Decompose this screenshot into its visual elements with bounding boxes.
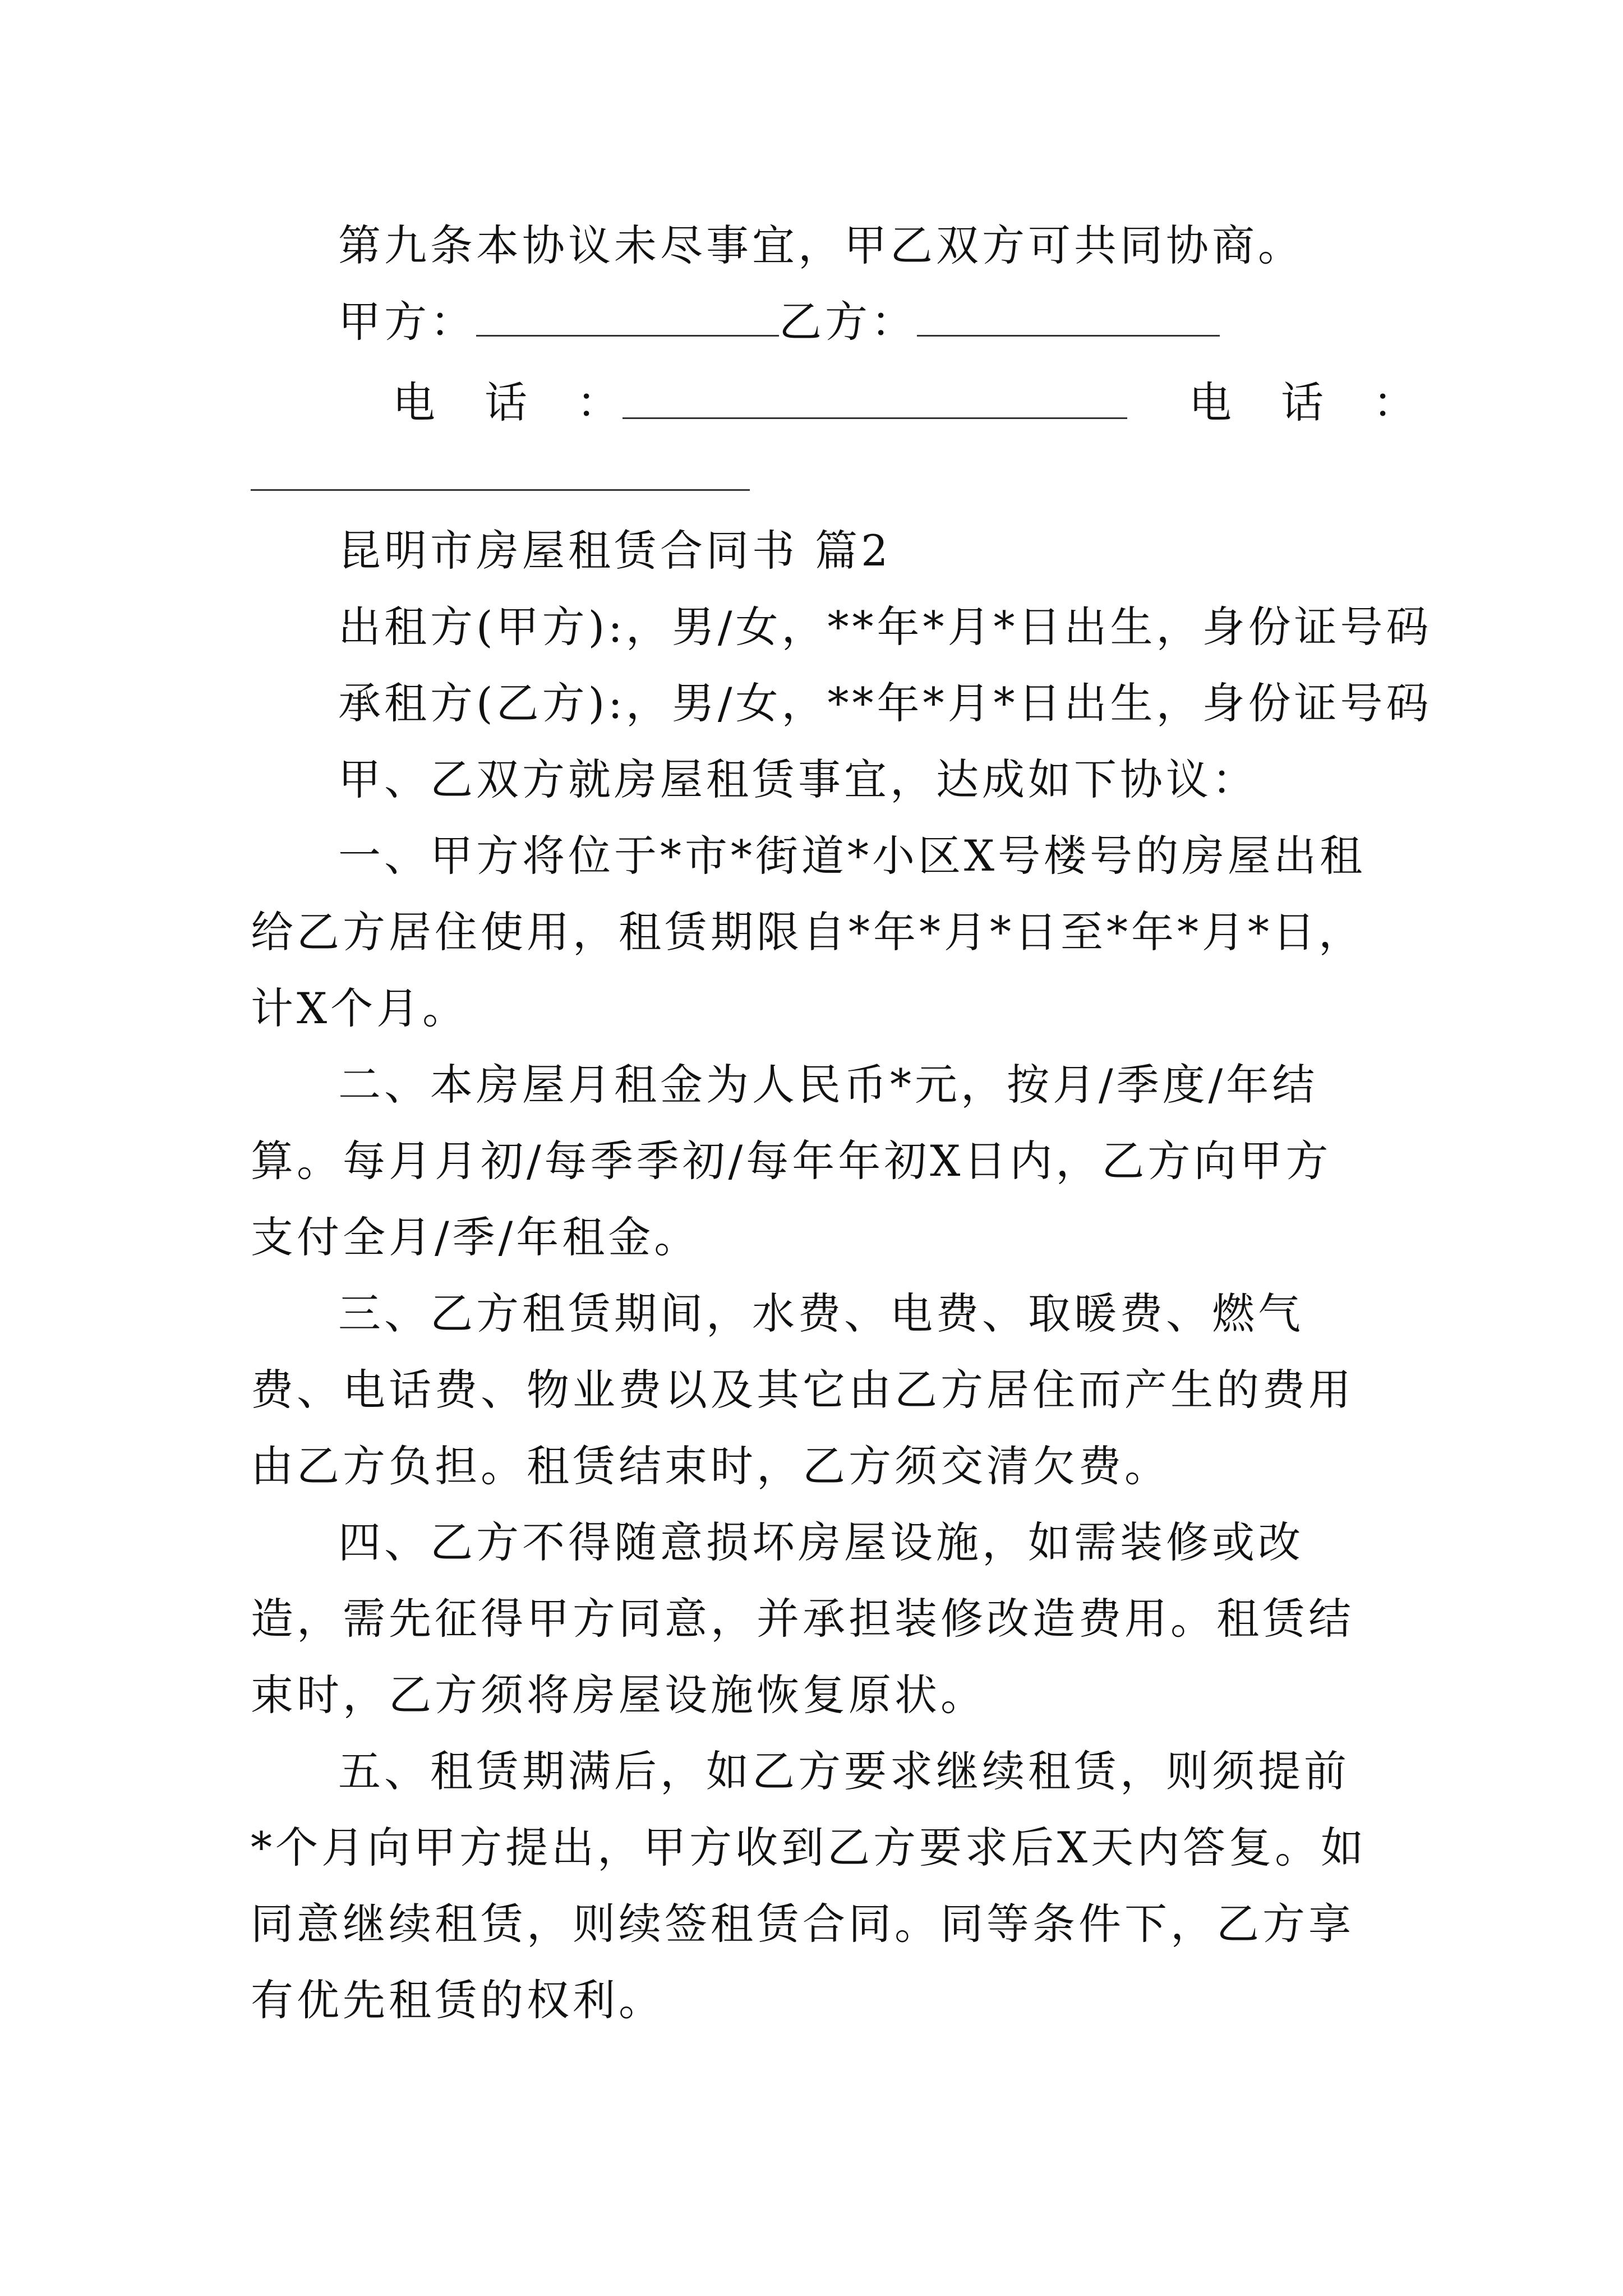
party-b-label: 乙方：	[779, 297, 917, 347]
clause-5: 五、租赁期满后，如乙方要求继续租赁，则须提前*个月向甲方提出，甲方收到乙方要求后X天内答复。如同意继续租赁，则续签租赁合同。同等条件下，乙方享有优先租赁的权利。	[251, 1746, 1367, 2025]
top-section	[251, 208, 1372, 360]
contract-2	[251, 513, 1432, 2039]
clause-4: 四、乙方不得随意损坏房屋设施，如需装修或改造，需先征得甲方同意，并承担装修改造费用。租赁结束时，乙方须将房屋设施恢复原状。	[251, 1517, 1354, 1720]
clause-3: 三、乙方租赁期间，水费、电费、取暖费、燃气费、电话费、物业费以及其它由乙方居住而产生的费用由乙方负担。租赁结束时，乙方须交清欠费。	[251, 1289, 1354, 1491]
clause-1: 一、甲方将位于*市*街道*小区X号楼号的房屋出租给乙方居住使用，租赁期限自*年*月*日至*年*月*日，计X个月。	[251, 831, 1366, 1033]
phone-a-label: 电 话 ：	[393, 378, 623, 427]
phone-a-blank	[623, 381, 1127, 419]
phone-a	[393, 365, 623, 441]
intro-line: 甲、乙双方就房屋租赁事宜，达成如下协议：	[338, 754, 1258, 804]
phone-b-label: 电 话 ：	[1189, 378, 1419, 427]
article-nine: 第九条本协议未尽事宜，甲乙双方可共同协商。	[338, 220, 1304, 270]
clause-2: 二、本房屋月租金为人民币*元，按月/季度/年结算。每月月初/每季季初/每年年初X日内，乙方向甲方支付全月/季/年租金。	[251, 1060, 1332, 1262]
party-b-blank	[917, 299, 1220, 337]
phone-b	[1189, 365, 1419, 441]
lessor-line: 出租方(甲方):，男/女，**年*月*日出生，身份证号码	[338, 602, 1432, 652]
signature-line	[251, 284, 1372, 360]
party-a-blank	[476, 299, 779, 337]
party-a-label: 甲方：	[338, 297, 476, 347]
section-title: 昆明市房屋租赁合同书 篇2	[338, 526, 892, 576]
phone-b-blank	[251, 453, 750, 491]
lessee-line: 承租方(乙方):，男/女，**年*月*日出生，身份证号码	[338, 678, 1432, 728]
